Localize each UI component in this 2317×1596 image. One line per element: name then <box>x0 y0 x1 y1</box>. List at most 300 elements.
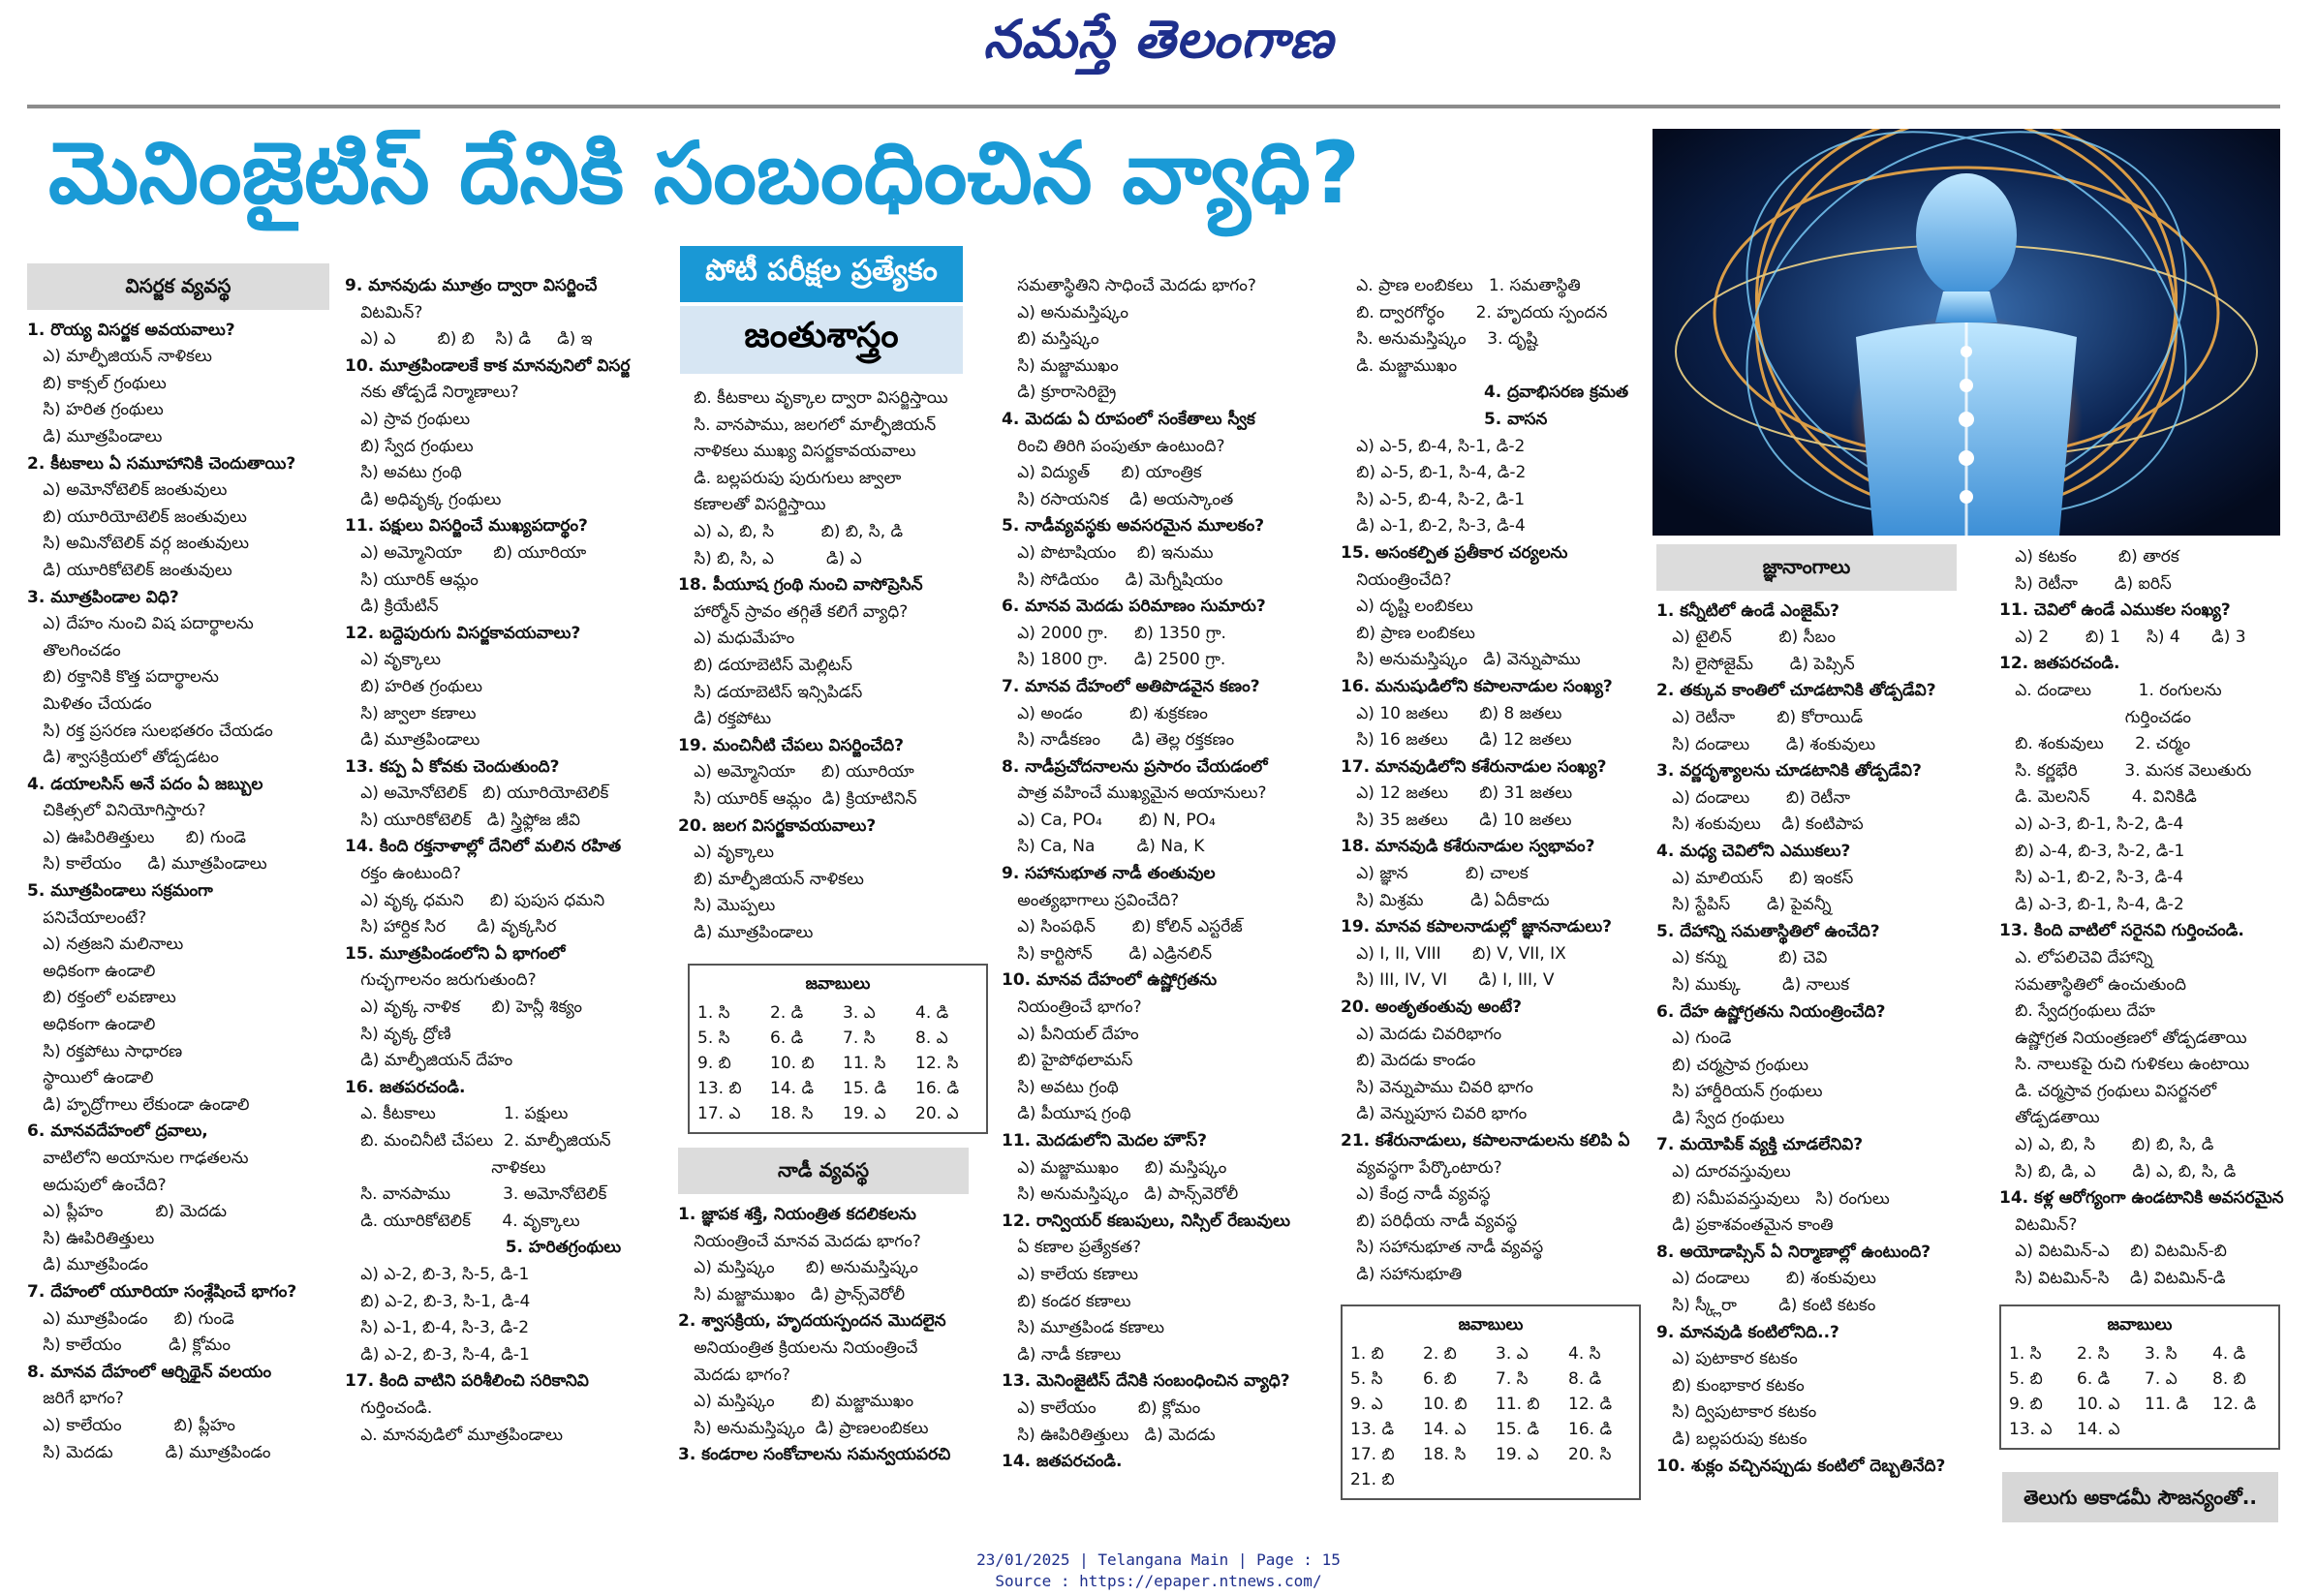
text-line: 17. కింది వాటిని పరిశీలించి సరికానివి <box>345 1371 589 1392</box>
text-line: సి. కర్ణభేరి 3. మసక వెలుతురు <box>1999 760 2252 781</box>
text-line: 3. కండరాల సంకోచాలను సమన్వయపరచి <box>678 1445 951 1465</box>
text-line: 17. మానవుడిలోని కశేరునాడుల సంఖ్య? <box>1341 756 1607 777</box>
text-line: బి) హైపోథలామస్ <box>1002 1051 1133 1071</box>
text-line: సి) వెన్నుపాము చివరి భాగం <box>1341 1077 1533 1097</box>
text-line: 20. అంతృతంతువు అంటే? <box>1341 998 1522 1018</box>
text-line: ఎ) అమ్మోనియా బి) యూరియా <box>345 542 587 563</box>
text-line: నియంత్రించే మానవ మెదడు భాగం? <box>678 1231 921 1251</box>
text-line: డి. యూరికోటెలిక్ 4. వృక్కాలు <box>345 1211 580 1231</box>
text-line: ఎ) వృక్కాలు <box>345 650 441 670</box>
text-line: సి) నాడీకణం డి) తెల్ల రక్తకణం <box>1002 730 1235 751</box>
text-line: సి) లైసోజైమ్ డి) పెప్సిన్ <box>1656 654 1855 674</box>
text-line: సి) ముక్కు డి) నాలుక <box>1656 974 1850 995</box>
answer: 9. ఎ <box>1350 1394 1383 1414</box>
text-line: డి) శ్వాసక్రియలో తోడ్పడటం <box>27 748 219 768</box>
text-line: 14. కళ్ల ఆరోగ్యంగా ఉండటానికి అవసరమైన <box>1999 1188 2284 1209</box>
text-line: తొలగించడం <box>27 640 121 660</box>
section-title-nervous: నాడీ వ్యవస్థ <box>678 1148 969 1194</box>
text-line: డి) బల్లపరుపు కటకం <box>1656 1429 1807 1449</box>
text-line: సి) రెటీనా డి) ఐరిస్ <box>1999 573 2172 594</box>
text-line: సి) మెదడు డి) మూత్రపిండం <box>27 1442 271 1462</box>
answer: 10. బి <box>1423 1394 1467 1414</box>
text-line: 6. దేహ ఉష్ణోగ్రతను నియంత్రించేది? <box>1656 1001 1886 1022</box>
kicker-label: పోటీ పరీక్షల ప్రత్యేకం <box>680 246 963 302</box>
text-line: ఎ) విటమిన్-ఎ బి) విటమిన్-బి <box>1999 1242 2227 1262</box>
text-line: బి) ఎ-5, బి-1, సి-4, డి-2 <box>1341 463 1527 483</box>
answer: 1. సి <box>2009 1343 2042 1364</box>
text-line: ఎ) ఎ, బి, సి బి) బి, సి, డి <box>678 521 904 541</box>
answer: 19. ఎ <box>843 1104 886 1124</box>
text-line: సి. వానపాము, జలగలో మాల్ఫీజియన్ <box>678 414 937 435</box>
column-5 <box>1341 273 1651 1510</box>
text-line: సి) ఊపిరితిత్తులు <box>27 1228 155 1248</box>
text-line: ఎ) 2000 గ్రా. బి) 1350 గ్రా. <box>1002 623 1226 643</box>
text-line: 18. మానవుడి కశేరునాడుల స్వభావం? <box>1341 837 1595 857</box>
text-line: ఎ) కేంద్ర నాడీ వ్యవస్థ <box>1341 1184 1491 1205</box>
text-line: బి) మస్తిష్కం <box>1002 329 1099 350</box>
text-line: 10. మానవ దేహంలో ఉష్ణోగ్రతను <box>1002 970 1218 991</box>
text-line: సి) అమినోటెలిక్ వర్గ జంతువులు <box>27 534 249 554</box>
text-line: సి) ఎ-1, బి-2, సి-3, డి-4 <box>1999 868 2184 888</box>
text-line: 11. పక్షులు విసర్జించే ముఖ్యపదార్థం? <box>345 516 588 537</box>
text-line: ఎ. కీటకాలు 1. పక్షులు <box>345 1104 569 1124</box>
text-line: 9. మానవుడు మూత్రం ద్వారా విసర్జించే <box>345 276 598 295</box>
text-line: సి) హార్డీరియన్ గ్రంథులు <box>1656 1082 1823 1102</box>
text-line: డి) ప్రకాశవంతమైన కాంతి <box>1656 1215 1834 1236</box>
page-headline: మెనింజైటిస్ దేనికి సంబంధించిన వ్యాధి? <box>48 123 1360 223</box>
text-line: సి) కార్టిసోన్ డి) ఎడ్రినలిన్ <box>1002 943 1213 964</box>
text-line: ఎ) మాల్ఫీజియన్ నాళికలు <box>27 347 212 367</box>
text-line: గుచ్ఛగాలనం జరుగుతుంది? <box>345 970 537 991</box>
text-line: పనిచేయాలంటే? <box>27 907 147 928</box>
text-line: సి) స్టేపిస్ డి) పైవన్నీ <box>1656 895 1832 915</box>
answer: 20. ఎ <box>915 1104 959 1124</box>
text-line: బి) కండర కణాలు <box>1002 1291 1131 1311</box>
text-line: ఎ. లోపలిచెవి దేహాన్ని <box>1999 947 2153 967</box>
text-line: సి) జ్వాలా కణాలు <box>345 703 477 723</box>
text-line: నాళికలు ముఖ్య విసర్జకావయవాలు <box>678 442 916 462</box>
text-line: మెదడు భాగం? <box>678 1365 790 1385</box>
text-line: సి) హరిత గ్రంథులు <box>27 400 164 420</box>
answer: 12. డి <box>1568 1394 1613 1414</box>
text-line: ఎ) దూరవస్తువులు <box>1656 1162 1791 1182</box>
text-line: 19. మానవ కపాలనాడుల్లో జ్ఞాననాడులు? <box>1341 917 1612 937</box>
text-line: 8. నాడీప్రచోదనాలను ప్రసారం చేయడంలో <box>1002 756 1268 777</box>
text-line: ఎ) అమోనోటెలిక్ బి) యూరియోటెలిక్ <box>345 783 609 804</box>
text-line: 3. వర్ణదృశ్యాలను చూడటానికి తోడ్పడేవి? <box>1656 761 1922 782</box>
text-line: 13. కప్ప ఏ కోవకు చెందుతుంది? <box>345 756 560 777</box>
text-line: సి) దండాలు డి) శంకువులు <box>1656 734 1876 754</box>
text-line: సి) అనుమస్తిష్కం డి) పాన్స్‌వెరోలీ <box>1002 1184 1239 1205</box>
text-line: 7. దేహంలో యూరియా సంశ్లేషించే భాగం? <box>27 1281 297 1302</box>
answer: 14. డి <box>770 1079 815 1099</box>
text-line: బి) కుంభాకార కటకం <box>1656 1375 1805 1396</box>
text-line: 14. కింది రక్తనాళాల్లో దేనిలో మలిన రహిత <box>345 837 622 857</box>
answers-box-senses <box>1999 1304 2280 1450</box>
text-line: 19. మంచినీటి చేపలు విసర్జించేది? <box>678 735 905 755</box>
column-6 <box>1656 544 1986 1480</box>
text-line: 13. మెనింజైటిస్ దేనికి సంబంధించిన వ్యాధి? <box>1002 1371 1290 1392</box>
text-line: 6. మానవదేహంలో ద్రవాలు, <box>27 1121 208 1142</box>
text-line: డి. మెలనిన్ 4. వినికిడి <box>1999 787 2197 808</box>
text-line: ఎ) ఊపిరితిత్తులు బి) గుండె <box>27 827 247 847</box>
text-line: 2. తక్కువ కాంతిలో చూడటానికి తోడ్పడేవి? <box>1656 681 1936 701</box>
masthead-title: నమస్తే తెలంగాణ <box>983 8 1334 70</box>
text-line: నాళికలు <box>345 1157 546 1178</box>
text-line: 16. జతపరచండి. <box>345 1077 466 1097</box>
text-line: డి. బల్లపరుపు పురుగులు జ్వాలా <box>678 468 902 488</box>
text-line: 6. మానవ మెదడు పరిమాణం సుమారు? <box>1002 597 1266 617</box>
text-line: తోడ్పడతాయి <box>1999 1108 2100 1128</box>
text-line: సి) హార్దిక సిర డి) వృక్కసిర <box>345 917 557 937</box>
text-line: డి) మూత్రపిండాలు <box>345 730 480 751</box>
text-line: సి) యూరికోటెలిక్ డి) స్త్రిఫ్లోజ జీవి <box>345 810 580 830</box>
text-line: ఎ) Ca, PO₄ బి) N, PO₄ <box>1002 810 1216 830</box>
text-line: ఎ) అమ్మోనియా బి) యూరియా <box>678 762 914 783</box>
text-line: బి) చర్మస్రావ గ్రంథులు <box>1656 1055 1808 1075</box>
text-line: ఎ) మజ్జాముఖం బి) మస్తిష్కం <box>1002 1157 1227 1178</box>
text-line: ఎ. ప్రాణ లంబికలు 1. సమతాస్థితి <box>1341 276 1581 295</box>
text-line: బి) కాక్సల్ గ్రంథులు <box>27 373 167 393</box>
text-line: 12. రాన్వియర్ కణుపులు, నిస్సిల్ రేణువులు <box>1002 1211 1290 1231</box>
text-line: ఎ) మధుమేహం <box>678 629 795 649</box>
text-line: రక్తం ఉంటుంది? <box>345 864 462 884</box>
text-line: డి) అధివృక్క గ్రంథులు <box>345 489 502 509</box>
answer: 14. ఎ <box>2077 1419 2120 1439</box>
answer: 8. బి <box>2212 1368 2246 1389</box>
text-line: సి) యూరిక్ ఆమ్లం డి) క్రియాటినిన్ <box>678 788 917 809</box>
text-line: ఎ) దేహం నుంచి విష పదార్థాలను <box>27 614 254 634</box>
text-line: 7. మానవ దేహంలో అతిపొడవైన కణం? <box>1002 676 1260 696</box>
text-line: ఉష్ణోగ్రత నియంత్రణలో తోడ్పడతాయి <box>1999 1028 2247 1048</box>
text-line: సి) వృక్క ద్రోణి <box>345 1024 451 1044</box>
answer: 15. డి <box>1496 1419 1540 1439</box>
text-line: బి) రక్తానికి కొత్త పదార్థాలను <box>27 667 219 688</box>
answer: 10. ఎ <box>2077 1394 2120 1414</box>
text-line: బి) ఎ-2, బి-3, సి-1, డి-4 <box>345 1291 531 1311</box>
text-line: ఎ) ఎ-5, బి-4, సి-1, డి-2 <box>1341 436 1526 456</box>
answer: 3. ఎ <box>843 1003 876 1024</box>
answers-box-excretory <box>688 964 988 1134</box>
text-line: 11. చెవిలో ఉండే ఎముకల సంఖ్య? <box>1999 600 2231 621</box>
text-line: నకు తోడ్పడే నిర్మాణాలు? <box>345 383 519 403</box>
text-line: సి) అనుమస్తిష్కం డి) ప్రాణలంబికలు <box>678 1418 929 1438</box>
text-line: ఎ) విద్యుత్ బి) యాంత్రిక <box>1002 463 1202 483</box>
text-line: బి. ద్వారగోర్ధం 2. హృదయ స్పందన <box>1341 302 1608 322</box>
text-line: సి) అవటు గ్రంథి <box>345 463 462 483</box>
answers-title: జవాబులు <box>2107 1314 2173 1335</box>
text-line: డి) మూత్రపిండాలు <box>678 922 814 942</box>
text-line: 4. మెదడు ఏ రూపంలో సంకేతాలు స్వీక <box>1002 409 1255 429</box>
text-line: ఎ) 10 జతలు బి) 8 జతలు <box>1341 703 1562 723</box>
text-line: సి) Ca, Na డి) Na, K <box>1002 837 1205 857</box>
answer: 11. సి <box>843 1054 886 1074</box>
section-title-senses: జ్ఞానాంగాలు <box>1656 544 1957 591</box>
answer: 19. ఎ <box>1496 1444 1539 1464</box>
answer: 11. బి <box>1496 1394 1540 1414</box>
text-line: విటమిన్? <box>1999 1214 2078 1235</box>
answer: 20. సి <box>1568 1444 1612 1464</box>
answer: 13. బి <box>697 1079 742 1099</box>
text-line: సి) బి, సి, ఎ డి) ఎ <box>678 548 862 568</box>
text-line: ఎ) మస్తిష్కం బి) అనుమస్తిష్కం <box>678 1258 918 1278</box>
text-line: ఎ) స్రావ గ్రంథులు <box>345 409 471 429</box>
text-line: బి) ప్రాణ లంబికలు <box>1341 623 1475 643</box>
text-line: 21. కశేరునాడులు, కపాలనాడులను కలిపి ఏ <box>1341 1131 1630 1151</box>
text-line: స్థాయిలో ఉండాలి <box>27 1068 154 1089</box>
answer: 2. బి <box>1423 1343 1457 1364</box>
answer: 9. బి <box>2009 1394 2043 1414</box>
text-line: 9. మానవుడి కంటిలోనిది..? <box>1656 1322 1839 1342</box>
text-line: బి) మెదడు కాండం <box>1341 1051 1476 1071</box>
answer: 8. ఎ <box>915 1028 948 1049</box>
answer: 4. సి <box>1568 1343 1601 1364</box>
text-line: సి) III, IV, VI డి) I, III, V <box>1341 970 1555 991</box>
text-line: 2. శ్వాసక్రియ, హృదయస్పందన మొదలైన <box>678 1311 946 1332</box>
text-line: బి) డయాబెటిస్ మెల్లిటస్ <box>678 655 852 675</box>
text-line: సి. అనుమస్తిష్కం 3. దృష్టి <box>1341 329 1538 350</box>
text-line: సి) అవటు గ్రంథి <box>1002 1077 1119 1097</box>
credit-box: తెలుగు అకాడమీ సౌజన్యంతో.. <box>2002 1472 2278 1522</box>
answer: 2. డి <box>770 1003 804 1024</box>
text-line: డి) ఎ-2, బి-3, సి-4, డి-1 <box>345 1344 530 1365</box>
answer: 18. సి <box>770 1104 814 1124</box>
text-line: గుర్తించడం <box>1999 707 2192 727</box>
text-line: ఎ) కాలేయ కణాలు <box>1002 1264 1139 1284</box>
text-line: సి) మజ్జాముఖం డి) ప్రాన్స్‌వెరోలీ <box>678 1284 906 1304</box>
text-line: సమతాస్థితిని సాధించే మెదడు భాగం? <box>1002 276 1256 295</box>
text-line: అధికంగా ఉండాలి <box>27 1015 156 1035</box>
answer: 11. డి <box>2145 1394 2189 1414</box>
answer: 21. బి <box>1350 1469 1395 1489</box>
text-line: సి) 16 జతలు డి) 12 జతలు <box>1341 730 1572 751</box>
answer: 5. సి <box>1350 1368 1383 1389</box>
text-line: సి) కాలేయం డి) మూత్రపిండాలు <box>27 854 267 875</box>
text-line: బి. కీటకాలు వృక్కాల ద్వారా విసర్జిస్తాయి <box>678 388 948 408</box>
text-line: ఎ) I, II, VIII బి) V, VII, IX <box>1341 943 1566 964</box>
text-line: ఎ. మానవుడిలో మూత్రపిండాలు <box>345 1425 563 1445</box>
text-line: సి) స్క్లీరా డి) కంటి కటకం <box>1656 1296 1876 1316</box>
text-line: సి) సోడియం డి) మెగ్నీషియం <box>1002 569 1223 590</box>
text-line: 15. మూత్రపిండంలోని ఏ భాగంలో <box>345 943 566 964</box>
kicker-subject: జంతుశాస్త్రం <box>680 306 963 374</box>
text-line: సి. వానపాము 3. అమోనోటెలిక్ <box>345 1184 607 1205</box>
answer: 9. బి <box>697 1054 731 1074</box>
text-line: ఎ) పుటాకార కటకం <box>1656 1349 1798 1369</box>
kicker-box <box>680 246 963 374</box>
text-line: 11. మెదడులోని మెదల హౌస్? <box>1002 1131 1208 1151</box>
text-line: 9. సహానుభూత నాడీ తంతువుల <box>1002 864 1216 884</box>
text-line: ఎ) కన్ను బి) చెవి <box>1656 948 1828 968</box>
answer: 7. సి <box>1496 1368 1529 1389</box>
text-line: సి) మిశ్రమ డి) ఏదీకాదు <box>1341 890 1550 910</box>
answer: 18. సి <box>1423 1444 1467 1464</box>
human-energy-illustration <box>1653 129 2280 536</box>
text-line: సి) బి, డి, ఎ డి) ఎ, బి, సి, డి <box>1999 1161 2237 1182</box>
text-line: ఎ) ప్లీహం బి) మెదడు <box>27 1202 228 1222</box>
text-line: సి) 1800 గ్రా. డి) 2500 గ్రా. <box>1002 650 1226 670</box>
text-line: 5. హరితగ్రంథులు <box>345 1238 622 1258</box>
question-list <box>27 318 329 1467</box>
text-line: ఎ) దండాలు బి) రెటీనా <box>1656 787 1851 808</box>
text-line: బి) మాల్ఫీజియన్ నాళికలు <box>678 869 864 889</box>
text-line: 7. మయోపిక్ వ్యక్తి చూడలేనివి? <box>1656 1135 1864 1155</box>
text-line: బి. మంచినీటి చేపలు 2. మాల్ఫీజియన్ <box>345 1131 611 1151</box>
answer: 5. సి <box>697 1028 730 1049</box>
text-line: సి) 35 జతలు డి) 10 జతలు <box>1341 810 1572 830</box>
answer: 13. ఎ <box>2009 1419 2053 1439</box>
text-line: 13. కింది వాటిలో సరైనవి గుర్తించండి. <box>1999 921 2244 941</box>
text-line: డి) మూత్రపిండాలు <box>27 426 163 446</box>
answer: 6. డి <box>2077 1368 2111 1389</box>
answer: 4. డి <box>2212 1343 2246 1364</box>
text-line: 8. మానవ దేహంలో ఆర్నిథైన్ వలయం <box>27 1362 272 1382</box>
text-line: సమతాస్థితిలో ఉంచుతుంది <box>1999 974 2187 995</box>
text-line: సి) ఎ-1, బి-4, సి-3, డి-2 <box>345 1318 530 1338</box>
text-line: నియంత్రించేది? <box>1341 569 1452 590</box>
answer: 16. డి <box>915 1079 960 1099</box>
text-line: డి) ఎ-1, బి-2, సి-3, డి-4 <box>1341 516 1526 537</box>
text-line: ఎ) నత్రజని మలినాలు <box>27 935 184 955</box>
text-line: ఎ) కటకం బి) తారక <box>1999 547 2179 567</box>
text-line: సి) అనుమస్తిష్కం డి) వెన్నుపాము <box>1341 650 1581 670</box>
column-1 <box>27 263 329 1466</box>
text-line: ఎ) ఎ-2, బి-3, సి-5, డి-1 <box>345 1264 530 1284</box>
text-line: 8. అయోడాప్సిన్ ఏ నిర్మాణాల్లో ఉంటుంది? <box>1656 1242 1931 1262</box>
answer: 3. సి <box>2145 1343 2178 1364</box>
text-line: ఎ) వృక్క నాళిక బి) హెన్లీ శిక్యం <box>345 998 583 1018</box>
text-line: డి) రక్తపోటు <box>678 709 772 729</box>
text-line: సి) శంకువులు డి) కంటిపాప <box>1656 814 1864 835</box>
text-line: 3. మూత్రపిండాల విధి? <box>27 587 179 607</box>
text-line: డి) హృద్రోగాలు లేకుండా ఉండాలి <box>27 1094 250 1115</box>
text-line: 5. నాడీవ్యవస్థకు అవసరమైన మూలకం? <box>1002 516 1265 537</box>
section-title-excretory: విసర్జక వ్యవస్థ <box>27 263 329 310</box>
text-line: డి. చర్మస్రావ గ్రంథులు విసర్జనలో <box>1999 1081 2217 1101</box>
text-line: సి) డయాబెటిస్ ఇన్సిపిడస్ <box>678 682 863 702</box>
text-line: డి. మజ్జాముఖం <box>1341 355 1458 376</box>
text-line: 16. మనుషుడిలోని కపాలనాడుల సంఖ్య? <box>1341 676 1613 696</box>
answer: 5. బి <box>2009 1368 2043 1389</box>
text-line: 14. జతపరచండి. <box>1002 1452 1123 1472</box>
text-line: అనియంత్రిత క్రియలను నియంత్రించే <box>678 1338 918 1359</box>
text-line: 10. శుక్లం వచ్చినప్పుడు కంటిలో దెబ్బతినేది? <box>1656 1456 1946 1476</box>
text-line: ఎ) మూత్రపిండం బి) గుండె <box>27 1308 234 1329</box>
masthead <box>0 8 2317 83</box>
header-rule <box>27 105 2280 108</box>
text-line: ఎ) 12 జతలు బి) 31 జతలు <box>1341 783 1573 804</box>
column-3 <box>678 385 998 1469</box>
text-line: 5. మూత్రపిండాలు సక్రమంగా <box>27 881 213 902</box>
answer: 10. బి <box>770 1054 815 1074</box>
answer: 15. డి <box>843 1079 887 1099</box>
footer-source-line[interactable]: Source : https://epaper.ntnews.com/ <box>995 1572 1322 1590</box>
text-line: ఎ) టైలిన్ బి) సీబం <box>1656 628 1836 648</box>
text-line: 5. దేహాన్ని సమతాస్థితిలో ఉంచేది? <box>1656 921 1880 941</box>
text-line: కణాలతో విసర్జిస్తాయి <box>678 495 826 515</box>
answer: 4. డి <box>915 1003 949 1024</box>
answer: 6. డి <box>770 1028 804 1049</box>
text-line: డి) క్రియేటిన్ <box>345 597 439 617</box>
column-2 <box>345 273 664 1449</box>
answer: 2. సి <box>2077 1343 2110 1364</box>
answer: 14. ఎ <box>1423 1419 1467 1439</box>
text-line: సి) రసాయనిక డి) అయస్కాంత <box>1002 489 1234 509</box>
answer: 3. ఎ <box>1496 1343 1529 1364</box>
text-line: జరిగే భాగం? <box>27 1389 124 1409</box>
column-4 <box>1002 273 1331 1476</box>
text-line: అధికంగా ఉండాలి <box>27 961 156 981</box>
text-line: ఎ) అమోనోటెలిక్ జంతువులు <box>27 480 228 501</box>
text-line: వాటిలోని అయానుల గాఢతలను <box>27 1149 249 1168</box>
text-line: సి) ఎ-5, బి-4, సి-2, డి-1 <box>1341 489 1526 509</box>
text-line: డి) పీయూష గ్రంథి <box>1002 1104 1131 1124</box>
text-line: 18. పీయూష గ్రంథి నుంచి వాసోప్రెసిన్ <box>678 575 923 596</box>
text-line: ఏ కణాల ప్రత్యేకత? <box>1002 1238 1141 1258</box>
text-line: బి) సమీపవస్తువులు సి) రంగులు <box>1656 1188 1890 1209</box>
answers-title: జవాబులు <box>1458 1314 1524 1335</box>
text-line: ఎ) ఎ బి) బి సి) డి డి) ఇ <box>345 329 593 350</box>
text-line: గుర్తించండి. <box>345 1397 433 1418</box>
text-line: ఎ) 2 బి) 1 సి) 4 డి) 3 <box>1999 627 2246 647</box>
text-line: 12. బద్దెపురుగు విసర్జకావయవాలు? <box>345 623 581 643</box>
text-line: ఎ) కాలేయం బి) క్లోమం <box>1002 1397 1201 1418</box>
text-line: ఎ) అనుమస్తిష్కం <box>1002 302 1129 322</box>
answer: 12. డి <box>2212 1394 2257 1414</box>
answer: 7. సి <box>843 1028 876 1049</box>
text-line: హార్మోన్ స్రావం తగ్గితే కలిగే వ్యాధి? <box>678 601 909 622</box>
answer: 16. డి <box>1568 1419 1613 1439</box>
text-line: 15. అసంకల్పిత ప్రతీకార చర్యలను <box>1341 542 1568 563</box>
text-line: 4. మధ్య చెవిలోని ఎముకలు? <box>1656 841 1851 861</box>
text-line: అంత్యభాగాలు స్రవించేది? <box>1002 890 1180 910</box>
text-line: సి) మజ్జాముఖం <box>1002 355 1119 376</box>
text-line: ఎ) దృష్టి లంబికలు <box>1341 597 1473 617</box>
text-line: డి) యూరికోటెలిక్ జంతువులు <box>27 560 232 580</box>
answers-title: జవాబులు <box>805 974 871 995</box>
text-line: ఎ) వృక్క ధమని బి) పుపుస ధమని <box>345 890 605 910</box>
text-line: బి. శంకువులు 2. చర్మం <box>1999 734 2191 754</box>
text-line: అదుపులో ఉంచేది? <box>27 1175 167 1195</box>
text-line: బి) హరిత గ్రంథులు <box>345 676 482 696</box>
column-7 <box>1999 544 2290 1459</box>
text-line: 20. జలగ విసర్జకావయవాలు? <box>678 815 877 836</box>
text-line: బి. స్వేదగ్రంథులు దేహ <box>1999 1001 2155 1022</box>
text-line: 4. డయాలసిస్ అనే పదం ఏ జబ్బుల <box>27 774 263 794</box>
text-line: సి) ఊపిరితిత్తులు డి) మెదడు <box>1002 1425 1216 1445</box>
text-line: సి) ద్విపుటాకార కటకం <box>1656 1402 1817 1423</box>
text-line: ఎ) రెటీనా బి) కోరాయిడ్ <box>1656 707 1864 727</box>
text-line: సి) కాలేయం డి) క్లోమం <box>27 1335 232 1356</box>
answer: 17. బి <box>1350 1444 1395 1464</box>
text-line: బి) ఎ-4, బి-3, సి-2, డి-1 <box>1999 841 2185 861</box>
text-line: 1. కన్నీటిలో ఉండే ఎంజైమ్? <box>1656 600 1840 621</box>
text-line: చికిత్సలో వినియోగిస్తారు? <box>27 801 206 821</box>
answer: 6. బి <box>1423 1368 1457 1389</box>
text-line: ఎ) గుండె <box>1656 1028 1732 1049</box>
text-line: డి) ఎ-3, బి-1, సి-4, డి-2 <box>1999 894 2184 914</box>
answer: 7. ఎ <box>2145 1368 2178 1389</box>
text-line: ఎ. దండాలు 1. రంగులను <box>1999 680 2222 700</box>
text-line: ఎ) మాలియస్ బి) ఇంకస్ <box>1656 868 1854 888</box>
text-line: డి) వెన్నుపూస చివరి భాగం <box>1341 1104 1528 1124</box>
text-line: రించి తిరిగి పంపుతూ ఉంటుంది? <box>1002 436 1225 456</box>
text-line: డి) సహానుభూతి <box>1341 1264 1463 1284</box>
text-line: విటమిన్? <box>345 302 423 322</box>
text-line: 1. జ్ఞాపక శక్తి, నియంత్రిత కదలికలను <box>678 1205 916 1225</box>
text-line: సి) యూరిక్ ఆమ్లం <box>345 569 479 590</box>
text-line: సి) మొప్పలు <box>678 896 776 916</box>
